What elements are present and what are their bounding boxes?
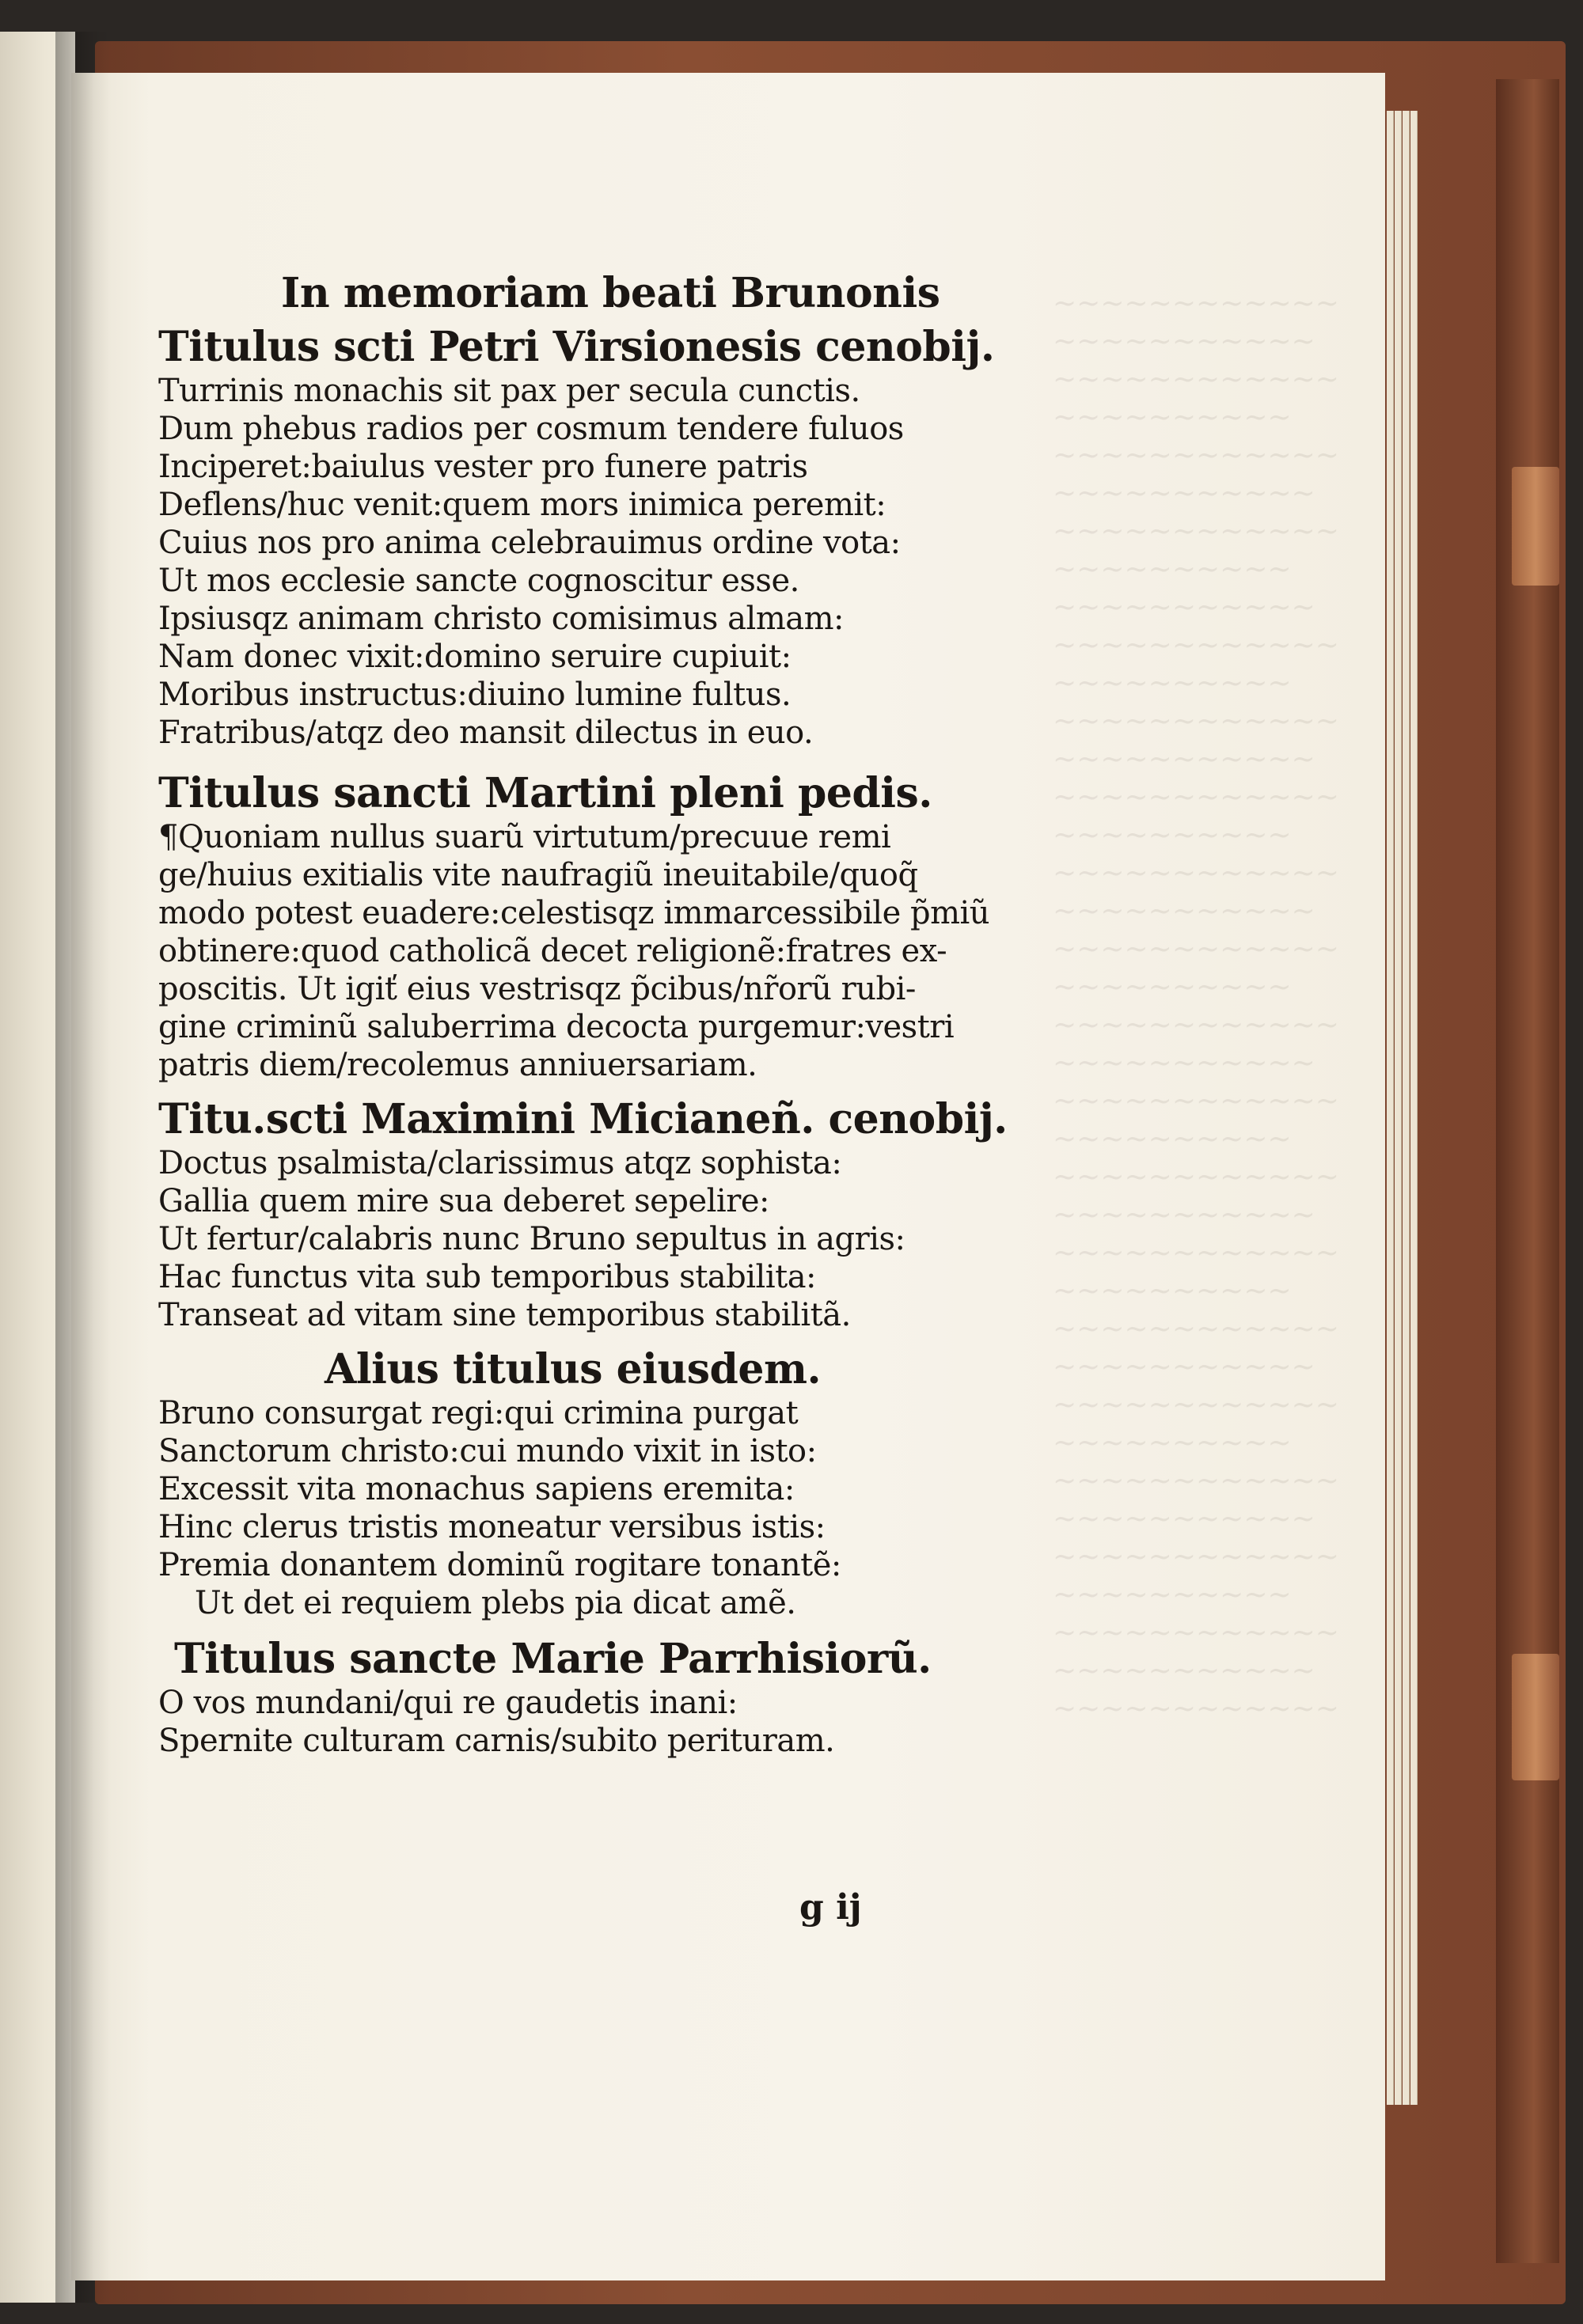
verse-line: Doctus psalmista/clarissimus atqz sophista: [158, 1145, 842, 1181]
verse-line: Bruno consurgat regi:qui crimina purgat [158, 1395, 799, 1431]
section-title: Alius titulus eiusdem. [325, 1345, 822, 1393]
verse-line: Dum phebus radios per cosmum tendere fuluos [158, 411, 904, 447]
gutter-shadow [55, 32, 111, 2303]
verse-line: Ut det ei requiem plebs pia dicat amẽ. [195, 1585, 796, 1621]
verse-line: Inciperet:baiulus vester pro funere patris [158, 449, 808, 485]
page-stack-edge [1410, 111, 1418, 2105]
bleed-through-text: ~~~~~~~~~~~~ ~~~~~~~~~~~ ~~~~~~~~~~~~ ~~~~~~~~~~ ~~~~~~~~~~~~ ~~~~~~~~~~~ ~~~~~~~~~~~~ ~~~~~~~~~~ ~~~~~~~~~~~ ~~~~~~~~~~~~ ~~~~~~~~~~ ~~~~~~~~~~~~ ~~~~~~~~~~~ ~~~~~~~~~~~~ ~~~~~~~~~~ ~~~~~~~~~~~~ ~~~~~~~~~~~ ~~~~~~~~~~~~ ~~~~~~~~~~ ~~~~~~~~~~~~ ~~~~~~~~~~~ ~~~~~~~~~~~~ ~~~~~~~~~~ ~~~~~~~~~~~~ ~~~~~~~~~~~ ~~~~~~~~~~~~ ~~~~~~~~~~ ~~~~~~~~~~~~ ~~~~~~~~~~~ ~~~~~~~~~~~~ ~~~~~~~~~~ ~~~~~~~~~~~~ ~~~~~~~~~~~ ~~~~~~~~~~~~ ~~~~~~~~~~ ~~~~~~~~~~~~ ~~~~~~~~~~~ ~~~~~~~~~~~~ [1053, 287, 1339, 1725]
section-martini [158, 769, 1045, 1084]
clasp-lower [1512, 1654, 1559, 1780]
prose-line: obtinere:quod catholicã decet religionẽ:fratres ex- [158, 933, 947, 969]
verse-line: Gallia quem mire sua deberet sepelire: [158, 1183, 769, 1219]
verse-line: Nam donec vixit:domino seruire cupiuit: [158, 639, 792, 675]
section-title: Titulus sancte Marie Parrhisiorũ. [174, 1635, 932, 1683]
prose-line: ¶Quoniam nullus suarũ virtutum/precuue remi [158, 819, 891, 855]
section-title: Titulus sancti Martini pleni pedis. [158, 769, 932, 817]
verse-line: O vos mundani/qui re gaudetis inani: [158, 1685, 738, 1721]
verse-line: Spernite culturam carnis/subito perituram. [158, 1723, 835, 1759]
section-title: Titu.scti Maximini Micianeñ. cenobij. [158, 1095, 1008, 1143]
verse-line: Fratribus/atqz deo mansit dilectus in euo. [158, 715, 814, 751]
verse-line: Turrinis monachis sit pax per secula cunctis. [158, 373, 860, 409]
clasp-upper [1512, 467, 1559, 586]
verse-line: Excessit vita monachus sapiens eremita: [158, 1471, 795, 1507]
cover-edge [1496, 79, 1559, 2263]
verse-line: Transeat ad vitam sine temporibus stabilitã. [158, 1297, 851, 1333]
prose-line: gine criminũ saluberrima decocta purgemur:vestri [158, 1009, 955, 1045]
verse-line: Deflens/huc venit:quem mors inimica peremit: [158, 487, 886, 523]
section-petri [158, 323, 1045, 752]
section-title: Titulus scti Petri Virsionesis cenobij. [158, 323, 995, 371]
prose-line: poscitis. Ut igiť eius vestrisqz p̃cibus/nr̃orũ rubi- [158, 971, 916, 1007]
page-stack-edge [1395, 111, 1402, 2105]
verse-line: Premia donantem dominũ rogitare tonantẽ: [158, 1547, 841, 1583]
verse-line: Sanctorum christo:cui mundo vixit in isto: [158, 1433, 817, 1469]
verse-line: Moribus instructus:diuino lumine fultus. [158, 677, 792, 713]
prose-line: patris diem/recolemus anniuersariam. [158, 1047, 757, 1083]
prose-line: modo potest euadere:celestisqz immarcessibile p̃miũ [158, 895, 990, 931]
section-maximini [158, 1095, 1045, 1334]
verse-line: Ut mos ecclesie sancte cognoscitur esse. [158, 563, 799, 599]
section-marie [158, 1635, 1045, 1760]
page-stack-edge [1403, 111, 1410, 2105]
section-alius [158, 1345, 1045, 1622]
verse-line: Cuius nos pro anima celebrauimus ordine vota: [158, 525, 901, 561]
verse-line: Ipsiusqz animam christo comisimus almam: [158, 601, 844, 637]
page-text [158, 269, 1045, 1760]
verse-line: Hac functus vita sub temporibus stabilita: [158, 1259, 817, 1295]
prose-line: ge/huius exitialis vite naufragiũ ineuitabile/quoq̃ [158, 857, 918, 893]
page-heading: In memoriam beati Brunonis [281, 269, 940, 317]
verse-line: Hinc clerus tristis moneatur versibus istis: [158, 1509, 826, 1545]
signature-mark: g ij [799, 1887, 862, 1928]
verse-line: Ut fertur/calabris nunc Bruno sepultus in agris: [158, 1221, 905, 1257]
